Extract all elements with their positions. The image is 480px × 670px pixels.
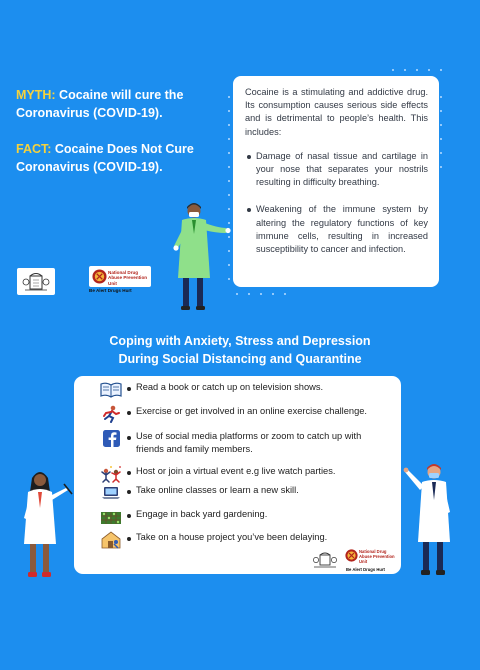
myth-keyword: MYTH: (16, 88, 56, 102)
tip-text: Host or join a virtual event e.g live watch parties. (136, 466, 336, 476)
ndapu-seal-icon (345, 549, 358, 562)
ndapu-logo (345, 548, 399, 574)
ndapu-unit-name: National Drug Abuse Prevention Unit (108, 270, 148, 286)
tip-text: Take online classes or learn a new skill. (136, 485, 299, 495)
info-point: Damage of nasal tissue and cartilage in your nose that separates your nostrils resulting in difficulty breathing. (245, 150, 428, 190)
decorative-dots-right (440, 96, 442, 168)
party-icon (100, 465, 122, 483)
info-points-list (245, 150, 428, 256)
doctor-green-gown-illustration (172, 200, 232, 312)
class-icon (100, 484, 122, 502)
fact-keyword: FACT: (16, 142, 52, 156)
tip-text: Read a book or catch up on television shows. (136, 382, 324, 392)
info-point: Weakening of the immune system by altering the regulatory functions of key immune cells, resulting in increased susceptibility to cancer and infection. (245, 203, 428, 256)
book-icon (100, 381, 122, 399)
running-icon (100, 405, 122, 423)
tip-text: Use of social media platforms or zoom to catch up with friends and family members. (136, 431, 362, 454)
info-intro: Cocaine is a stimulating and addictive drug. Its consumption causes serious side effects and is detrimental to people’s health. This includes: (245, 87, 428, 137)
coping-section-title (0, 332, 480, 368)
coping-tips-card (74, 376, 401, 574)
fact-text: Cocaine Does Not Cure Coronavirus (COVID-19). (16, 142, 194, 174)
fact-statement (16, 140, 221, 176)
ndapu-logo (89, 266, 151, 296)
bottom-logos (309, 548, 399, 574)
coping-title-line-2: During Social Distancing and Quarantine (118, 352, 362, 366)
coat-of-arms-logo (309, 550, 341, 570)
male-doctor-illustration (398, 460, 458, 578)
myth-statement (16, 86, 221, 122)
facebook-icon (100, 430, 122, 448)
house-project-icon (100, 531, 122, 549)
coat-of-arms-logo (17, 268, 55, 295)
garden-icon (100, 508, 122, 526)
ndapu-motto: Be Alert Drugs Hurt (346, 567, 385, 572)
ndapu-seal-icon (92, 269, 107, 284)
female-doctor-illustration (20, 468, 74, 580)
decorative-dots-bottom (236, 293, 286, 295)
ndapu-motto: Be Alert Drugs Hurt (89, 288, 132, 293)
decorative-dots-top (392, 69, 442, 71)
myth-text: Cocaine will cure the Coronavirus (COVID-19). (16, 88, 184, 120)
ndapu-unit-name: National Drug Abuse Prevention Unit (359, 549, 395, 564)
cocaine-info-card (233, 76, 439, 287)
coping-title-line-1: Coping with Anxiety, Stress and Depression (109, 334, 371, 348)
tip-text: Engage in back yard gardening. (136, 509, 268, 519)
tip-text: Take on a house project you’ve been delaying. (136, 532, 328, 542)
tip-text: Exercise or get involved in an online exercise challenge. (136, 406, 368, 416)
